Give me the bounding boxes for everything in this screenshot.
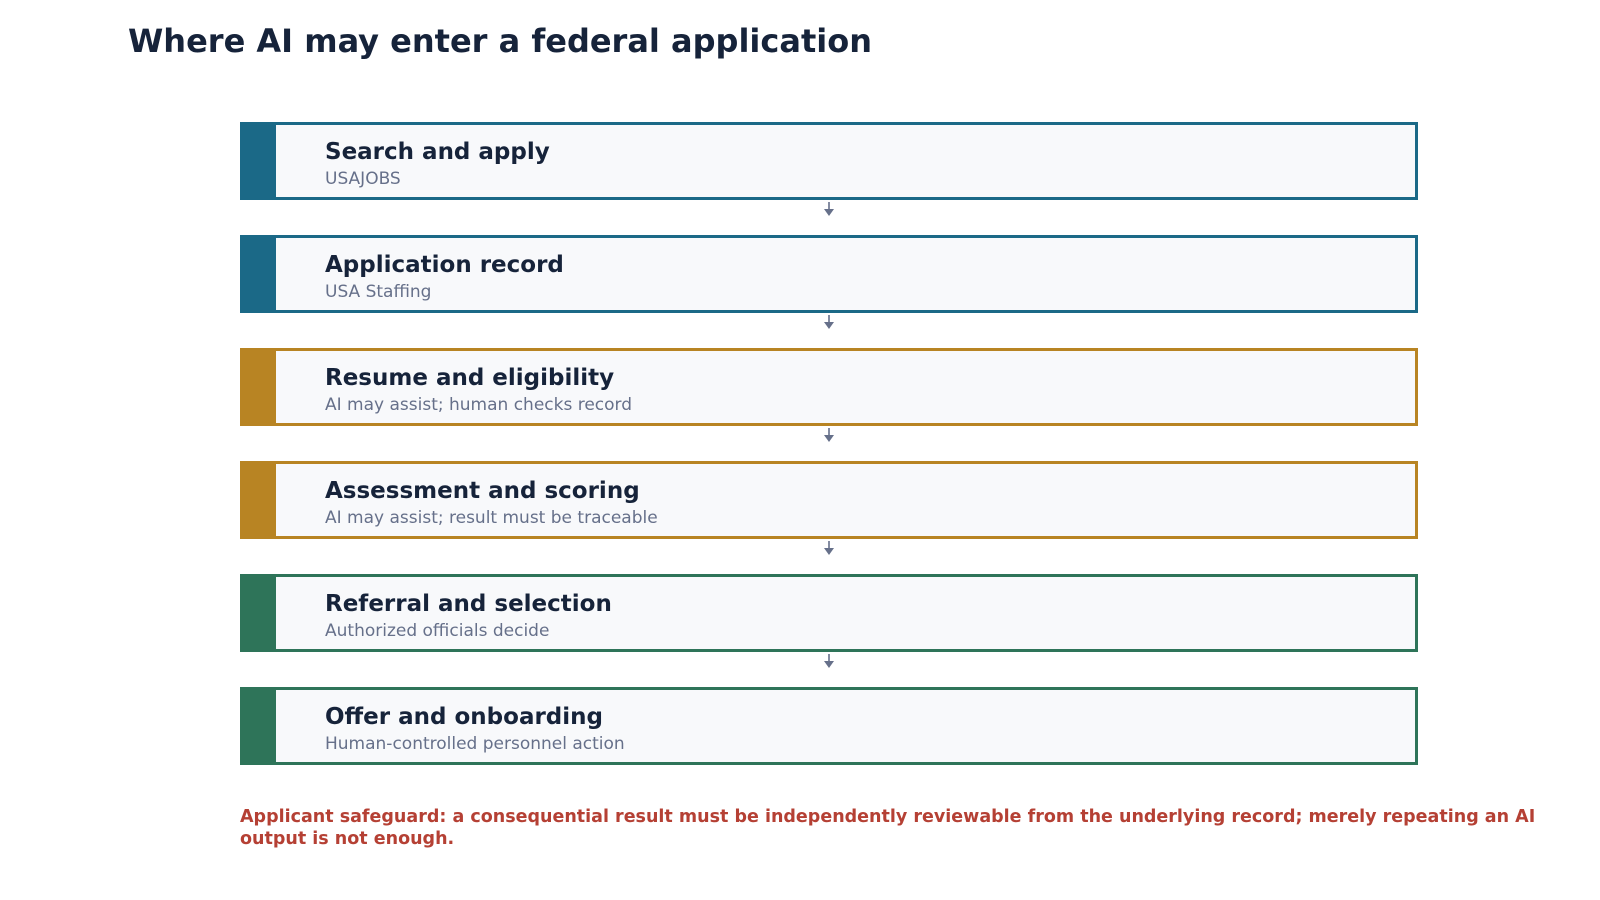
step-label: Referral and selection [325,591,612,617]
step-label: Assessment and scoring [325,478,640,504]
step-color-bar [240,122,276,200]
page-title: Where AI may enter a federal application [128,22,872,60]
step-assessment-and-scoring [240,461,1418,539]
step-sublabel: AI may assist; result must be traceable [325,508,658,528]
step-referral-and-selection [240,574,1418,652]
step-sublabel: USAJOBS [325,169,401,189]
step-label: Search and apply [325,139,550,165]
step-resume-and-eligibility [240,348,1418,426]
step-sublabel: AI may assist; human checks record [325,395,633,415]
arrow-down-icon [822,428,836,444]
step-sublabel: Human-controlled personnel action [325,734,625,754]
step-sublabel: USA Staffing [325,282,432,302]
arrow-down-icon [822,654,836,670]
step-label: Application record [325,252,564,278]
step-color-bar [240,235,276,313]
step-color-bar [240,574,276,652]
step-search-and-apply [240,122,1418,200]
step-color-bar [240,461,276,539]
step-label: Offer and onboarding [325,704,603,730]
arrow-down-icon [822,202,836,218]
step-label: Resume and eligibility [325,365,615,391]
arrow-down-icon [822,541,836,557]
step-sublabel: Authorized officials decide [325,621,550,641]
step-offer-and-onboarding [240,687,1418,765]
safeguard-note: Applicant safeguard: a consequential result must be independently reviewable from the underlying record; merely repeating an AI output is not enough. [240,807,1536,849]
arrow-down-icon [822,315,836,331]
step-application-record [240,235,1418,313]
step-color-bar [240,348,276,426]
step-color-bar [240,687,276,765]
